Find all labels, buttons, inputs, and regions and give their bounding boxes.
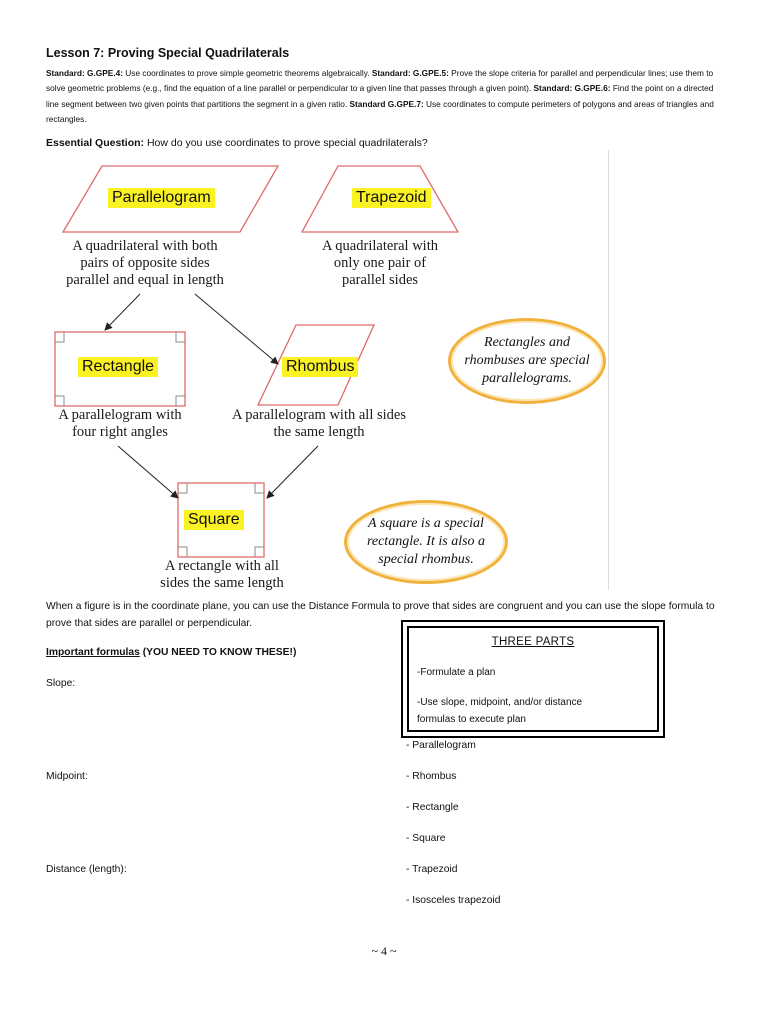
shape-list-item: - Rectangle [406,802,459,813]
rectangle-description: A parallelogram with four right angles [58,407,182,440]
standard-label: Standard G.GPE.7: [349,98,424,109]
arrow [195,294,278,364]
three-parts-item: formulas to execute plan [417,714,526,725]
rhombus-description: A parallelogram with all sides the same length [232,407,406,440]
arrow [118,446,178,498]
lesson-title: Lesson 7: Proving Special Quadrilaterals [46,46,290,60]
formulas-heading [46,647,296,658]
note-oval-square: A square is a special rectangle. It is also a special rhombus. [344,500,508,584]
shape-list-item: - Square [406,833,446,844]
three-parts-inner-border [407,626,659,732]
shape-list-item: - Trapezoid [406,864,458,875]
distance-label: Distance (length): [46,864,127,875]
standard-label: Standard: G.GPE.4: [46,68,123,78]
standard-text: Use coordinates to compute perimeters of polygons and areas of triangles and rectangles. [46,98,714,124]
intro-paragraph: When a figure is in the coordinate plane, you can use the Distance Formula to prove that sides are congruent and you can use the slope formula to prove that sides are parallel or perpendicular. [46,601,715,629]
shape-list-item: - Rhombus [406,771,457,782]
parallelogram-label: Parallelogram [108,188,215,208]
square-description: A rectangle with all sides the same length [160,558,284,591]
formulas-heading-rest: (YOU NEED TO KNOW THESE!) [139,647,297,658]
standard-text: Find the point on a directed line segment between two given points that partitions the segment in a given ratio. [46,83,714,109]
rectangle-label: Rectangle [78,357,158,377]
standard-label: Standard: G.GPE.5: [371,68,449,78]
standard-label: Standard: G.GPE.6: [533,83,611,94]
page-number: ~ 4 ~ [371,944,397,958]
slope-label: Slope: [46,678,76,689]
essential-question-label: Essential Question: [46,137,145,149]
standard-text: Prove the slope criteria for parallel and perpendicular lines; use them to solve geometric problems (e.g., find the equation of a line parallel or perpendicular to a given line that passes through a given point). [46,68,714,94]
three-parts-item: -Formulate a plan [417,667,496,678]
note-oval-rectangles: Rectangles and rhombuses are special parallelograms. [448,318,606,404]
rhombus-label: Rhombus [282,357,358,377]
arrow [105,294,140,330]
shape-list-item: - Parallelogram [406,740,476,751]
arrow [267,446,318,498]
divider [608,150,609,590]
trapezoid-description: A quadrilateral with only one pair of parallel sides [322,238,438,288]
trapezoid-label: Trapezoid [352,188,431,208]
parallelogram-description: A quadrilateral with both pairs of opposite sides parallel and equal in length [66,238,224,288]
three-parts-item: -Use slope, midpoint, and/or distance [417,697,583,708]
three-parts-title: THREE PARTS [491,636,575,648]
standard-text: Use coordinates to prove simple geometric theorems algebraically. [123,68,372,78]
essential-question-text: How do you use coordinates to prove special quadrilaterals? [144,137,428,149]
formulas-heading-underlined: Important formulas [46,647,140,658]
shape-list-item: - Isosceles trapezoid [406,895,501,906]
three-parts-box [401,620,665,738]
midpoint-label: Midpoint: [46,771,88,782]
square-label: Square [184,510,244,530]
